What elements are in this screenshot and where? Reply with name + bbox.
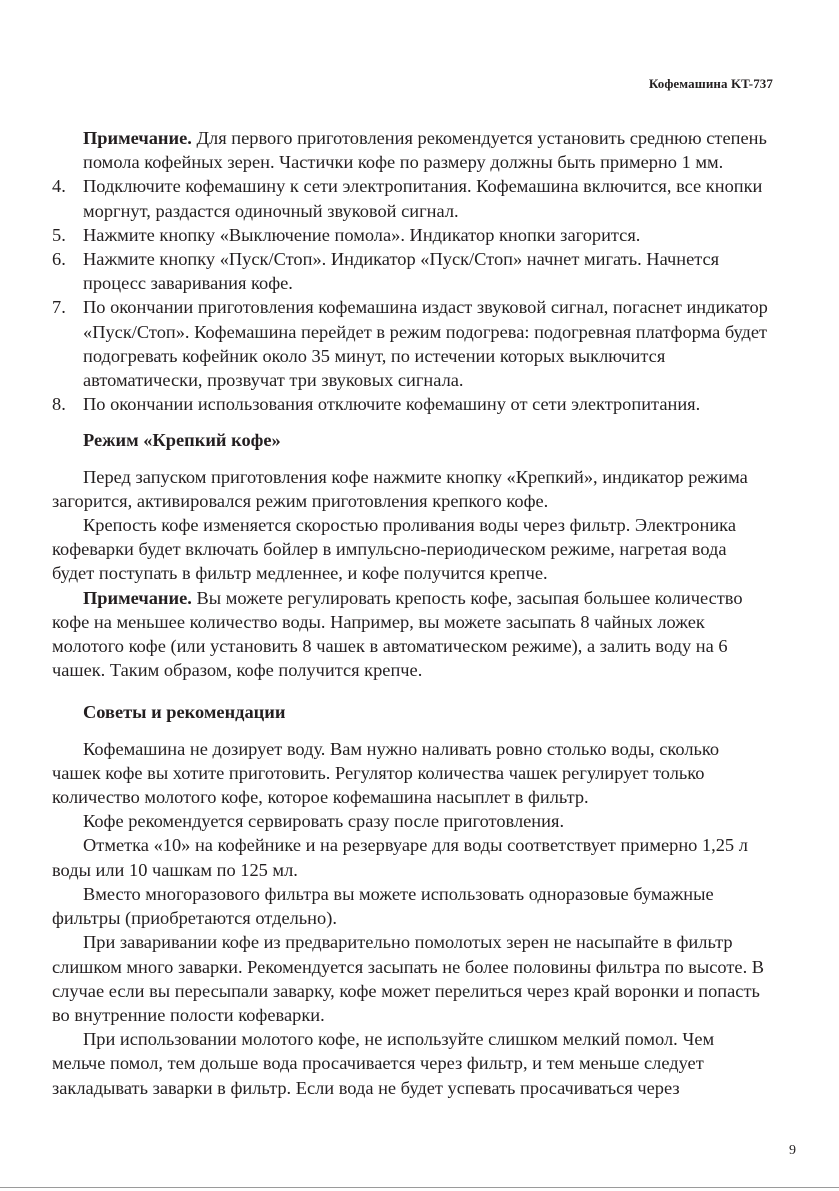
paragraph: Перед запуском приготовления кофе нажмите кнопку «Крепкий», индикатор режима загорится, активировался режим приготовления крепкого кофе. bbox=[52, 466, 748, 511]
note-paragraph bbox=[52, 586, 770, 683]
running-header: Кофемашина KT-737 bbox=[648, 76, 773, 91]
list-item bbox=[52, 247, 770, 295]
paragraph: Отметка «10» на кофейнике и на резервуаре для воды соответствует примерно 1,25 л воды или 10 чашкам по 125 мл. bbox=[52, 835, 748, 880]
step-text: По окончании использования отключите кофемашину от сети электропитания. bbox=[83, 394, 701, 415]
bottom-divider bbox=[0, 1187, 839, 1188]
step-number: 5. bbox=[52, 224, 66, 245]
paragraph: Крепость кофе изменяется скоростью проливания воды через фильтр. Электроника кофеварки будет включать бойлер в импульсно-периодическом режиме, нагретая вода будет поступать в фильтр медленнее, и кофе получится крепче. bbox=[52, 515, 737, 584]
step-text: Подключите кофемашину к сети электропитания. Кофемашина включится, все кнопки моргнут, раздастся одиночный звуковой сигнал. bbox=[83, 176, 763, 221]
step-number: 7. bbox=[52, 297, 66, 318]
paragraph: Кофе рекомендуется сервировать сразу после приготовления. bbox=[83, 811, 565, 832]
step-text: Нажмите кнопку «Пуск/Стоп». Индикатор «Пуск/Стоп» начнет мигать. Начнется процесс заваривания кофе. bbox=[83, 249, 720, 294]
step-number: 8. bbox=[52, 394, 66, 415]
note-text: Вы можете регулировать крепость кофе, засыпая большее количество кофе на меньшее количество воды. Например, вы можете засыпать 8 чайных ложек молотого кофе (или установить 8 чашек в автоматическом режиме), а залить воду на 6 чашек. Таким образом, кофе получится крепче. bbox=[52, 587, 743, 681]
steps-list bbox=[52, 174, 770, 416]
note-text: Для первого приготовления рекомендуется установить среднюю степень помола кофейных зерен. Частички кофе по размеру должны быть примерно 1 мм. bbox=[83, 128, 767, 173]
list-item bbox=[52, 174, 770, 222]
note-label: Примечание. bbox=[83, 587, 192, 608]
paragraph: Вместо многоразового фильтра вы можете использовать одноразовые бумажные фильтры (приобретаются отдельно). bbox=[52, 883, 714, 929]
step-number: 6. bbox=[52, 249, 66, 270]
page-content bbox=[52, 126, 770, 1100]
step-text: Нажмите кнопку «Выключение помола». Индикатор кнопки загорится. bbox=[83, 224, 641, 245]
section-heading-tips: Советы и рекомендации bbox=[83, 702, 286, 723]
section-heading-strong-mode: Режим «Крепкий кофе» bbox=[83, 430, 281, 451]
list-item bbox=[52, 223, 770, 247]
paragraph: При заваривании кофе из предварительно помолотых зерен не насыпайте в фильтр слишком много заварки. Рекомендуется засыпать не более половины фильтра по высоте. В случае если вы пересыпали заварку, кофе может перелиться через край воронки и попасть во внутренние полости кофеварки. bbox=[52, 932, 765, 1025]
step-text: По окончании приготовления кофемашина издаст звуковой сигнал, погаснет индикатор «Пуск/Стоп». Кофемашина перейдет в режим подогрева: подогревная платформа будет подогревать кофейник около 35 минут, по истечении которых выключится автоматически, прозвучат три звуковых сигнала. bbox=[83, 297, 768, 391]
list-item bbox=[52, 295, 770, 392]
paragraph: При использовании молотого кофе, не используйте слишком мелкий помол. Чем мельче помол, тем дольше вода просачивается через фильтр, и тем меньше следует закладывать заварки в фильтр. Если вода не будет успевать просачиваться через bbox=[52, 1029, 715, 1098]
list-item bbox=[52, 392, 770, 416]
page-number: 9 bbox=[789, 1143, 796, 1158]
note-label: Примечание. bbox=[83, 128, 192, 148]
paragraph: Кофемашина не дозирует воду. Вам нужно наливать ровно столько воды, сколько чашек кофе вы хотите приготовить. Регулятор количества чашек регулирует только количество молотого кофе, которое кофемашина насыплет в фильтр. bbox=[52, 738, 720, 808]
step-number: 4. bbox=[52, 176, 66, 197]
note-paragraph bbox=[52, 126, 770, 174]
